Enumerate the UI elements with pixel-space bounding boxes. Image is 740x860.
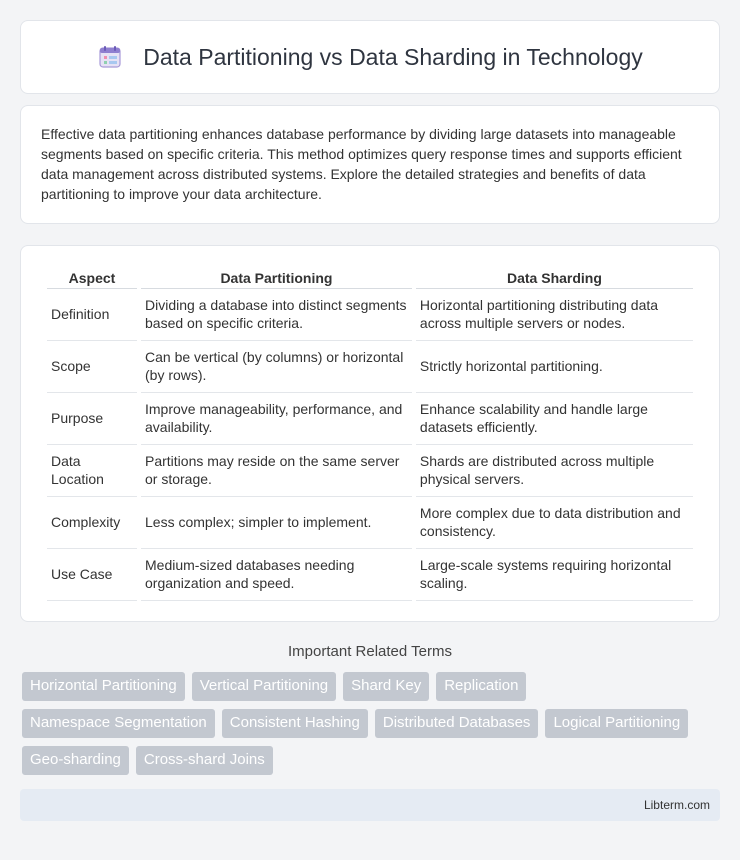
comparison-card: [20, 245, 720, 622]
header-data-sharding: Data Sharding: [416, 264, 693, 289]
tag-consistent-hashing[interactable]: Consistent Hashing: [222, 709, 368, 738]
tag-namespace-segmentation[interactable]: Namespace Segmentation: [22, 709, 215, 738]
row-aspect: Data Location: [47, 445, 137, 497]
table-row: [47, 549, 693, 601]
row-partitioning: Dividing a database into distinct segments based on specific criteria.: [141, 289, 412, 341]
tag-cross-shard-joins[interactable]: Cross-shard Joins: [136, 746, 273, 775]
tag-shard-key[interactable]: Shard Key: [343, 672, 429, 701]
footer-site-link[interactable]: Libterm.com: [643, 798, 710, 812]
table-row: [47, 445, 693, 497]
row-sharding: More complex due to data distribution and consistency.: [416, 497, 693, 549]
table-row: [47, 393, 693, 445]
row-partitioning: Partitions may reside on the same server or storage.: [141, 445, 412, 497]
row-partitioning: Less complex; simpler to implement.: [141, 497, 412, 549]
header-aspect: Aspect: [47, 264, 137, 289]
title-card: [20, 20, 720, 94]
row-sharding: Enhance scalability and handle large datasets efficiently.: [416, 393, 693, 445]
related-terms-title: Important Related Terms: [288, 643, 452, 660]
tag-distributed-databases[interactable]: Distributed Databases: [375, 709, 539, 738]
table-row: [47, 341, 693, 393]
row-sharding: Horizontal partitioning distributing data across multiple servers or nodes.: [416, 289, 693, 341]
row-sharding: Shards are distributed across multiple physical servers.: [416, 445, 693, 497]
row-aspect: Scope: [47, 341, 137, 393]
tag-logical-partitioning[interactable]: Logical Partitioning: [545, 709, 688, 738]
tag-horizontal-partitioning[interactable]: Horizontal Partitioning: [22, 672, 185, 701]
footer: [20, 789, 720, 821]
table-row: [47, 497, 693, 549]
row-partitioning: Improve manageability, performance, and availability.: [141, 393, 412, 445]
header-data-partitioning: Data Partitioning: [141, 264, 412, 289]
row-aspect: Definition: [47, 289, 137, 341]
row-partitioning: Can be vertical (by columns) or horizontal (by rows).: [141, 341, 412, 393]
tag-vertical-partitioning[interactable]: Vertical Partitioning: [192, 672, 336, 701]
row-aspect: Complexity: [47, 497, 137, 549]
tag-replication[interactable]: Replication: [436, 672, 526, 701]
calendar-list-icon: [97, 44, 123, 70]
comparison-table: [43, 264, 697, 601]
intro-card: [20, 105, 720, 224]
row-partitioning: Medium-sized databases needing organization and speed.: [141, 549, 412, 601]
intro-text: Effective data partitioning enhances database performance by dividing large datasets into manageable segments based on specific criteria. This method optimizes query response times and supports efficient data management across distributed systems. Explore the detailed strategies and benefits of data partitioning to improve your data architecture.: [41, 126, 682, 202]
row-sharding: Strictly horizontal partitioning.: [416, 341, 693, 393]
table-header-row: [47, 264, 693, 289]
table-row: [47, 289, 693, 341]
row-sharding: Large-scale systems requiring horizontal scaling.: [416, 549, 693, 601]
page-title: Data Partitioning vs Data Sharding in Technology: [143, 43, 643, 70]
tag-geo-sharding[interactable]: Geo-sharding: [22, 746, 129, 775]
related-tags: [22, 672, 718, 775]
row-aspect: Use Case: [47, 549, 137, 601]
row-aspect: Purpose: [47, 393, 137, 445]
